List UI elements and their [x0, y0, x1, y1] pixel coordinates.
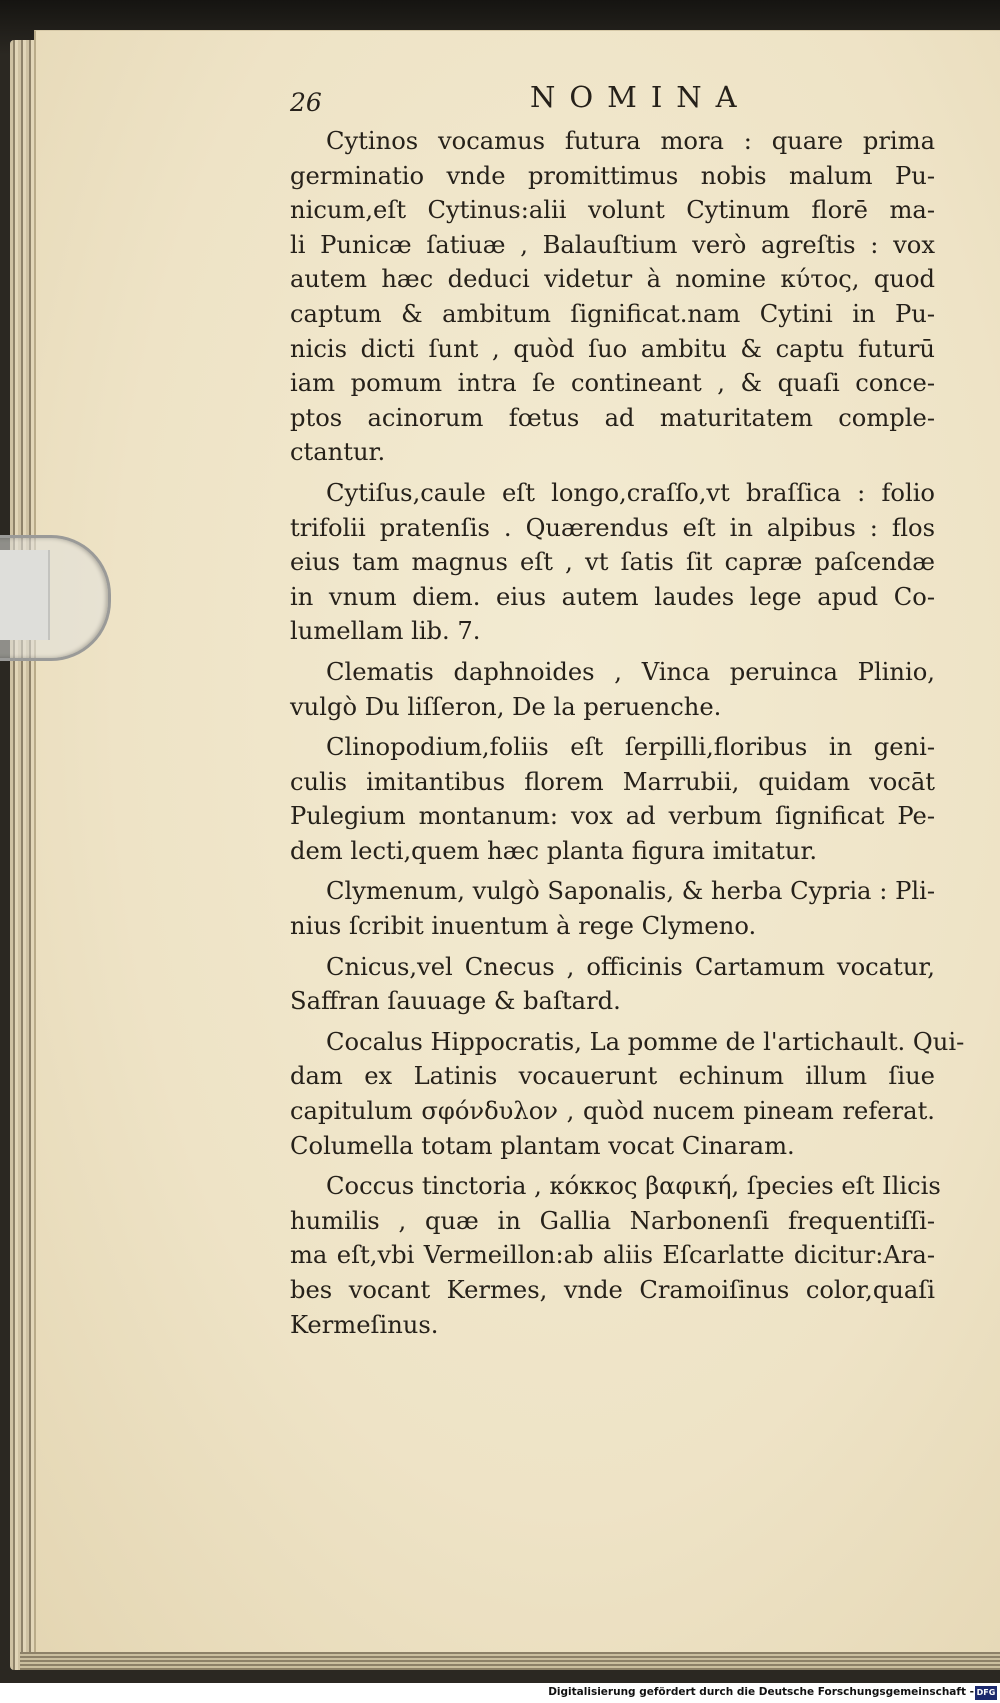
dfg-logo-icon: DFG [975, 1686, 997, 1700]
paper-clip-icon [0, 535, 111, 661]
text-line: germinatio vnde promittimus nobis malum Pu- [290, 161, 935, 190]
footer-bar [0, 1683, 1000, 1703]
text-line: ptos acinorum fœtus ad maturitatem comple- [290, 403, 935, 432]
text-line: lumellam lib. 7. [290, 617, 481, 646]
text-line: captum & ambitum ſignificat.nam Cytini in Pu- [290, 299, 935, 328]
text-line: Pulegium montanum: vox ad verbum ſignificat Pe- [290, 802, 935, 831]
text-line: nicum,eſt Cytinus:alii volunt Cytinum florē ma- [290, 196, 935, 225]
text-line: Cytiſus,caule eſt longo,craſſo,vt braſſica : folio [326, 478, 935, 507]
text-line: Columella totam plantam vocat Cinaram. [290, 1131, 795, 1160]
text-line: bes vocant Kermes, vnde Cramoiſinus color,quaſi [290, 1276, 935, 1304]
text-line: capitulum σφόνδυλον , quòd nucem pineam referat. [290, 1097, 935, 1126]
text-line: dam ex Latinis vocauerunt echinum illum ſiue [290, 1062, 935, 1091]
text-line: Cocalus Hippocratis, La pomme de l'artichault. Qui- [326, 1027, 965, 1056]
text-line: iam pomum intra ſe contineant , & quaſi conce- [290, 369, 935, 398]
entry-paragraph [290, 655, 935, 724]
text-line: Coccus tinctoria , κόκκος βαφική, ſpecies eſt Ilicis [326, 1172, 941, 1201]
text-line: li Punicæ ſatiuæ , Balauſtium verò agreſtis : vox [290, 230, 935, 259]
text-line: Clymenum, vulgò Saponalis, & herba Cypria : Pli- [326, 877, 935, 906]
entry-paragraph [290, 950, 935, 1019]
text-line: humilis , quæ in Gallia Narbonenſi frequentiſſi- [290, 1206, 935, 1235]
page-number: 26 [290, 88, 322, 117]
text-line: Clematis daphnoides , Vinca peruinca Plinio, [326, 657, 935, 686]
entry-paragraph [290, 874, 935, 943]
text-line: Saffran ſauuage & baſtard. [290, 987, 621, 1016]
text-line: vulgò Du liſſeron, De la peruenche. [290, 692, 722, 721]
text-line: eius tam magnus eſt , vt ſatis ſit capræ paſcendæ [290, 548, 935, 577]
text-line: nicis dicti ſunt , quòd ſuo ambitu & captu futurū [290, 334, 935, 363]
entries-list [290, 124, 965, 1342]
text-line: in vnum diem. eius autem laudes lege apud Co- [290, 582, 935, 611]
entry-paragraph [290, 124, 935, 470]
text-line: ma eſt,vbi Vermeillon:ab aliis Eſcarlatte dicitur:Ara- [290, 1241, 935, 1270]
text-line: culis imitantibus florem Marrubii, quidam vocāt [290, 767, 935, 796]
text-line: Cnicus,vel Cnecus , officinis Cartamum vocatur, [326, 952, 935, 981]
entry-paragraph [290, 1025, 965, 1163]
text-line: Kermeſinus. [290, 1310, 439, 1339]
page-bottom-edges [20, 1652, 1000, 1670]
entry-paragraph [290, 1169, 941, 1342]
text-line: trifolii pratenſis . Quærendus eſt in alpibus : flos [290, 513, 935, 542]
text-line: dem lecti,quem hæc planta figura imitatur. [290, 836, 818, 865]
text-line: Clinopodium,foliis eſt ſerpilli,floribus in geni- [326, 733, 935, 762]
running-title: NOMINA [530, 80, 751, 114]
text-line: ctantur. [290, 438, 386, 467]
text-line: nius ſcribit inuentum à rege Clymeno. [290, 912, 757, 941]
funding-credit: Digitalisierung gefördert durch die Deutsche Forschungsgemeinschaft - [548, 1686, 974, 1698]
text-line: Cytinos vocamus futura mora : quare prima [326, 127, 935, 155]
text-line: autem hæc deduci videtur à nomine κύτος, quod [290, 265, 935, 294]
text-block [290, 80, 965, 1348]
entry-paragraph [290, 476, 935, 649]
entry-paragraph [290, 730, 935, 868]
page-header [290, 80, 935, 124]
